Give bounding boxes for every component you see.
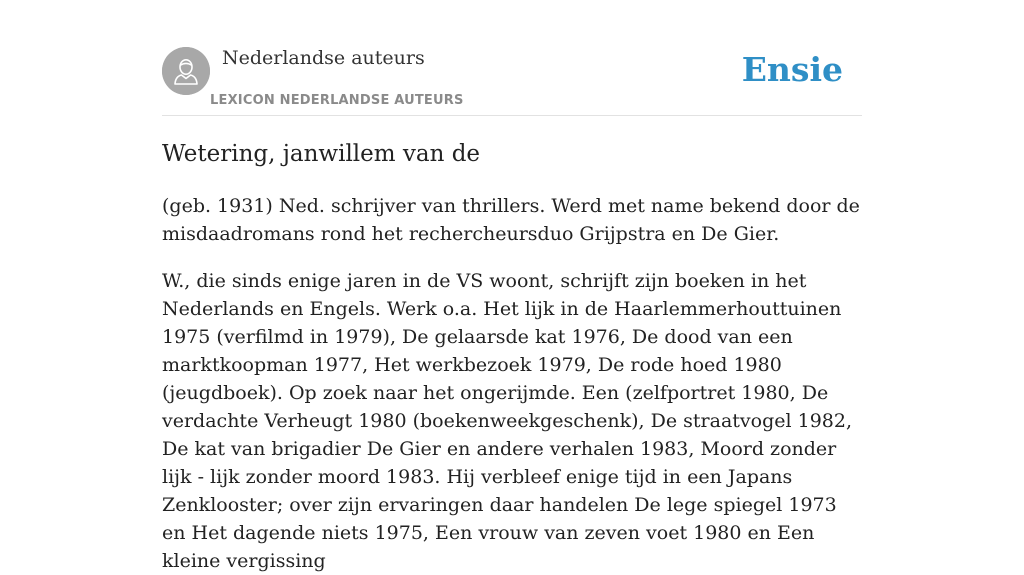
avatar[interactable] — [162, 47, 210, 95]
user-icon — [162, 47, 210, 95]
brand-logo[interactable]: Ensie — [741, 50, 843, 89]
article-paragraph: (geb. 1931) Ned. schrijver van thrillers. Werd met name bekend door de misdaadromans rond het rechercheursduo Grijpstra en De Gier. — [162, 195, 860, 245]
header-divider — [162, 115, 862, 116]
author-name[interactable]: Nederlandse auteurs — [222, 47, 425, 69]
author-header — [162, 46, 862, 116]
article — [162, 138, 862, 575]
article-title: Wetering, janwillem van de — [162, 141, 481, 167]
author-subtitle: LEXICON NEDERLANDSE AUTEURS — [210, 93, 464, 108]
article-paragraph: W., die sinds enige jaren in de VS woont, schrijft zijn boeken in het Nederlands en Engels. Werk o.a. Het lijk in de Haarlemmerhouttuinen 1975 (verfilmd in 1979), De gelaarsde kat 1976, De dood van een marktkoopman 1977, Het werkbezoek 1979, De rode hoed 1980 (jeugdboek). Op zoek naar het ongerijmde. Een (zelfportret 1980, De verdachte Verheugt 1980 (boekenweekgeschenk), De straatvogel 1982, De kat van brigadier De Gier en andere verhalen 1983, Moord zonder lijk - lijk zonder moord 1983. Hij verbleef enige tijd in een Japans Zenklooster; over zijn ervaringen daar handelen De lege spiegel 1973 en Het dagende niets 1975, Een vrouw van zeven voet 1980 en Een kleine vergissing — [162, 270, 853, 572]
